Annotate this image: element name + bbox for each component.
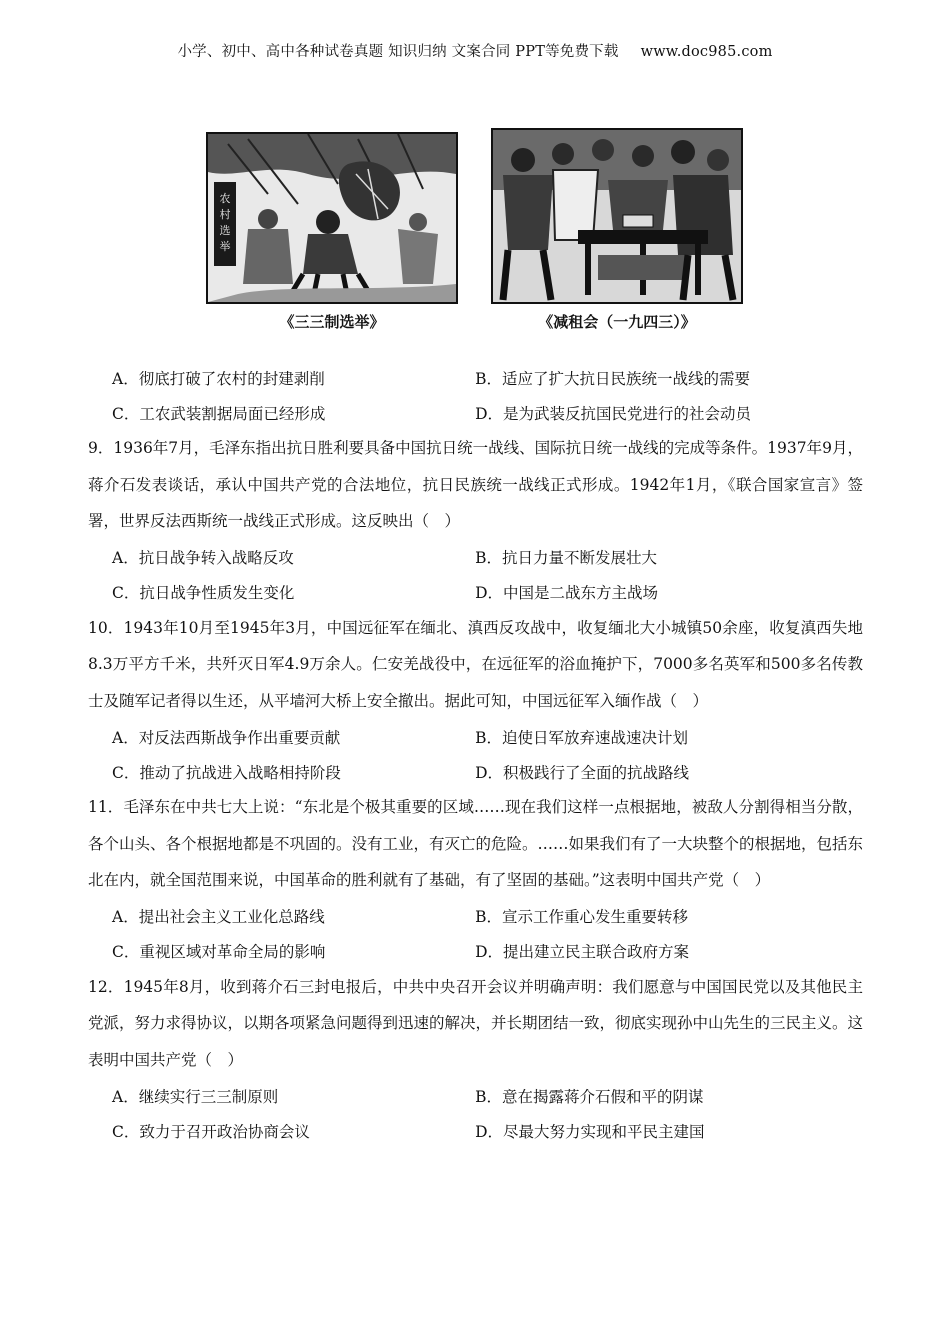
q11-option-b[interactable]: B．宣示工作重心发生重要转移 (475, 908, 689, 926)
q9-options-row-2 (88, 575, 863, 610)
page-header (0, 40, 950, 61)
header-left-text: 小学、初中、高中各种试卷真题 知识归纳 文案合同 PPT等免费下载 (177, 44, 619, 60)
q8-options-row-2 (88, 395, 863, 430)
sign-char-4: 举 (219, 240, 231, 253)
q8-option-c[interactable]: C．工农武装割据局面已经形成 (112, 404, 326, 423)
q12-option-b[interactable]: B．意在揭露蒋介石假和平的阴谋 (475, 1087, 704, 1106)
q9-option-d[interactable]: D．中国是二战东方主战场 (475, 584, 659, 602)
q11-option-c[interactable]: C．重视区域对革命全局的影响 (112, 943, 326, 961)
q12-option-a[interactable]: A．继续实行三三制原则 (112, 1087, 279, 1106)
exam-content (88, 360, 863, 1148)
q11-options-row-1 (88, 899, 863, 934)
sign-char-2: 村 (219, 208, 231, 221)
q10-options-row-2 (88, 754, 863, 789)
woodcut-left-drawing (208, 134, 456, 302)
woodcut-rent-reduction-meeting (491, 128, 743, 304)
woodcut-three-thirds-election (206, 132, 458, 304)
q8-options-row-1 (88, 360, 863, 395)
q12-option-d[interactable]: D．尽最大努力实现和平民主建国 (475, 1122, 705, 1141)
woodcut-right-drawing (493, 130, 741, 302)
q9-option-c[interactable]: C．抗日战争性质发生变化 (112, 584, 295, 602)
figure-left-caption: 《三三制选举》 (279, 313, 385, 331)
q8-option-a[interactable]: A．彻底打破了农村的封建剥削 (112, 369, 325, 388)
q9-options-row-1 (88, 540, 863, 575)
q10-stem: 10．1943年10月至1945年3月，中国远征军在缅北、滇西反攻战中，收复缅北大小城镇50余座，收复滇西失地8.3万平方千米，共歼灭日军4.9万余人。仁安羌战役中，在远征军的浴血掩护下，7000多名英军和500多名传教士及随军记者得以生还，从平墙河大桥上安全撤出。据此可知，中国远征军入缅作战（ ） (88, 618, 863, 710)
q10-option-c[interactable]: C．推动了抗战进入战略相持阶段 (112, 763, 341, 782)
q8-option-d[interactable]: D．是为武装反抗国民党进行的社会动员 (475, 404, 752, 423)
q11-stem: 11．毛泽东在中共七大上说：“东北是个极其重要的区域……现在我们这样一点根据地，被敌人分割得相当分散，各个山头、各个根据地都是不巩固的。没有工业，有灭亡的危险。……如果我们有了一大块整个的根据地，包括东北在内，就全国范围来说，中国革命的胜利就有了基础，有了坚固的基础。”这表明中国共产党（ ） (88, 798, 864, 889)
q11-option-a[interactable]: A．提出社会主义工业化总路线 (112, 908, 325, 926)
header-url: www.doc985.com (640, 44, 773, 60)
sign-char-3: 选 (219, 224, 231, 237)
q12-options-row-2 (88, 1113, 863, 1148)
q9-stem: 9．1936年7月，毛泽东指出抗日胜利要具备中国抗日统一战线、国际抗日统一战线的完成等条件。1937年9月，蒋介石发表谈话，承认中国共产党的合法地位，抗日民族统一战线正式形成。1942年1月，《联合国家宣言》签署，世界反法西斯统一战线正式形成。这反映出（ ） (88, 439, 863, 530)
q11-option-d[interactable]: D．提出建立民主联合政府方案 (475, 943, 690, 961)
q9-option-a[interactable]: A．抗日战争转入战略反攻 (112, 549, 294, 567)
q12-options-row-1 (88, 1078, 863, 1113)
q12-option-c[interactable]: C．致力于召开政治协商会议 (112, 1122, 310, 1141)
figure-right-caption: 《减租会（一九四三）》 (538, 313, 696, 331)
q12-stem: 12．1945年8月，收到蒋介石三封电报后，中共中央召开会议并明确声明：我们愿意与中国国民党以及其他民主党派，努力求得协议，以期各项紧急问题得到迅速的解决，并长期团结一致，彻底实现孙中山先生的三民主义。这表明中国共产党（ ） (88, 977, 864, 1069)
sign-char-1: 农 (219, 192, 231, 205)
q10-option-b[interactable]: B．迫使日军放弃速战速决计划 (475, 728, 689, 747)
q10-option-d[interactable]: D．积极践行了全面的抗战路线 (475, 763, 690, 782)
q11-options-row-2 (88, 934, 863, 969)
q8-option-b[interactable]: B．适应了扩大抗日民族统一战线的需要 (475, 369, 751, 388)
q10-options-row-1 (88, 719, 863, 754)
q10-option-a[interactable]: A．对反法西斯战争作出重要贡献 (112, 728, 341, 747)
q9-option-b[interactable]: B．抗日力量不断发展壮大 (475, 549, 658, 567)
